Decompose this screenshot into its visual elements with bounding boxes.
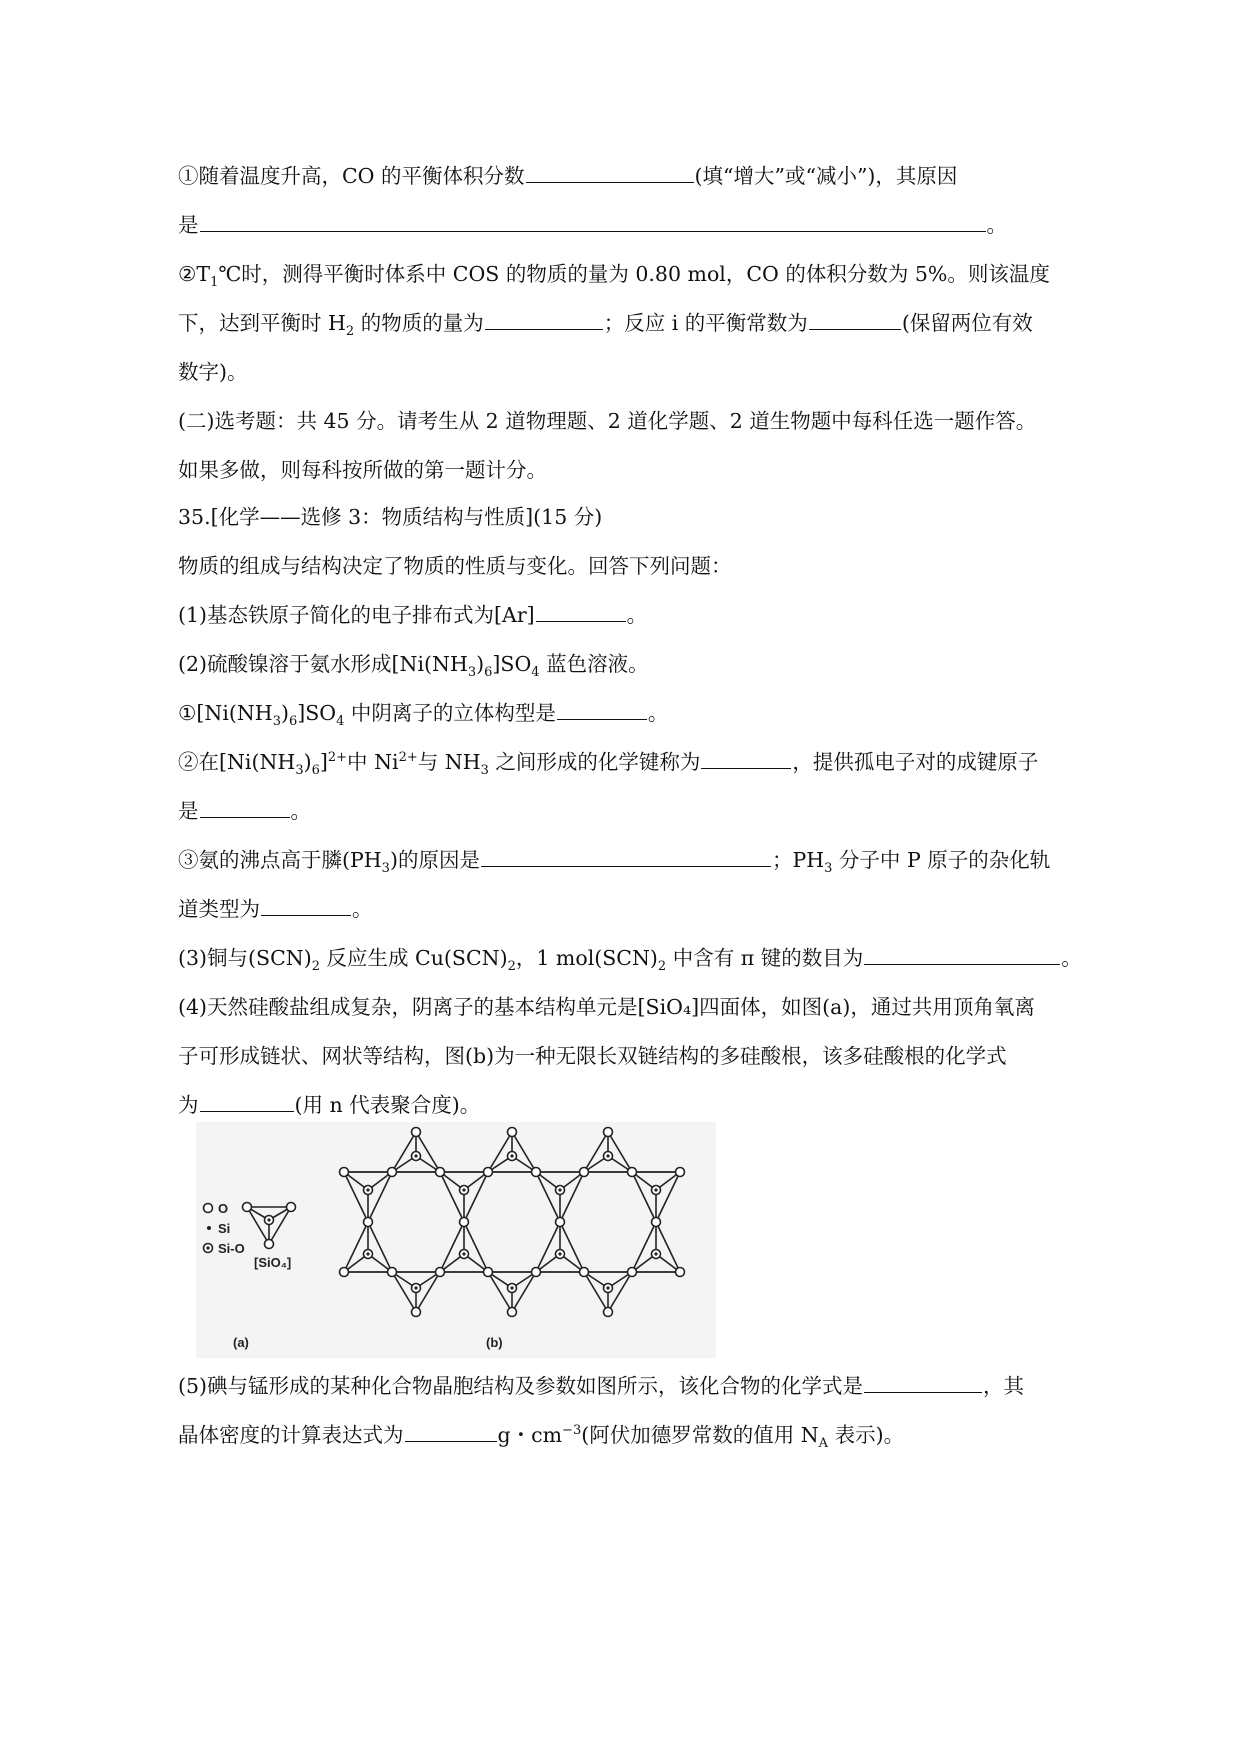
bond-line: [632, 1222, 656, 1272]
answer-blank[interactable]: [864, 944, 1060, 965]
bond-line: [416, 1132, 440, 1172]
oxygen-atom: [484, 1268, 493, 1277]
silicon-dot: [606, 1154, 609, 1157]
oxygen-atom: [340, 1168, 349, 1177]
question-line: (1)基态铁原子简化的电子排布式为[Ar] 。: [178, 603, 648, 627]
question-line: 数字)。: [178, 360, 248, 384]
question-line: (4)天然硅酸盐组成复杂，阴离子的基本结构单元是[SiO₄]四面体，如图(a)，通过共用顶角氧离: [178, 995, 1035, 1019]
question-line: ①随着温度升高，CO 的平衡体积分数 (填“增大”或“减小”)，其原因: [178, 164, 958, 188]
silicon-dot: [510, 1154, 513, 1157]
bond-line: [392, 1272, 416, 1312]
oxygen-atom: [364, 1218, 373, 1227]
answer-blank[interactable]: [536, 601, 626, 622]
question-line: 晶体密度的计算表达式为 g・$cm^{-3}$(阿伏加德罗常数的值用 $N_A$ 表示)。: [178, 1423, 905, 1452]
bond-line: [464, 1172, 488, 1222]
bond-line: [632, 1172, 656, 1222]
silicate-figure: [196, 1122, 716, 1358]
silicate-diagram: [196, 1122, 716, 1358]
bond-line: [488, 1272, 512, 1312]
answer-blank[interactable]: [557, 699, 647, 720]
question-line: (2)硫酸镍溶于氨水形成$[Ni(NH_3)_6]SO_4$ 蓝色溶液。: [178, 652, 649, 681]
bond-line: [440, 1222, 464, 1272]
sio4-unit-label: [SiO₄]: [254, 1255, 292, 1270]
bond-line: [536, 1172, 560, 1222]
question-line: (5)碘与锰形成的某种化合物晶胞结构及参数如图所示，该化合物的化学式是 ，其: [178, 1374, 1025, 1398]
bond-line: [512, 1132, 536, 1172]
oxygen-atom: [628, 1268, 637, 1277]
question-line: 是 。: [178, 799, 311, 823]
si-o-symbol-dot: [206, 1246, 209, 1249]
oxygen-atom: [628, 1168, 637, 1177]
oxygen-atom: [412, 1128, 421, 1137]
oxygen-atom: [580, 1168, 589, 1177]
oxygen-atom: [412, 1308, 421, 1317]
silicon-dot: [654, 1188, 657, 1191]
bond-line: [512, 1272, 536, 1312]
bond-line: [440, 1172, 464, 1222]
silicon-dot: [606, 1286, 609, 1289]
oxygen-atom: [508, 1128, 517, 1137]
silicon-dot: [462, 1188, 465, 1191]
silicon-dot: [558, 1252, 561, 1255]
answer-blank[interactable]: [701, 748, 791, 769]
question-line: 是 。: [178, 213, 1007, 237]
legend-label-si-o: Si-O: [218, 1241, 245, 1256]
oxygen-atom: [604, 1128, 613, 1137]
answer-blank[interactable]: [864, 1372, 982, 1393]
question-line: ③氨的沸点高于膦$(PH_3)$的原因是 ；$PH_3$ 分子中 P 原子的杂化轨: [178, 848, 1051, 877]
oxygen-symbol: [204, 1204, 213, 1213]
oxygen-atom: [436, 1268, 445, 1277]
oxygen-atom: [652, 1218, 661, 1227]
legend-label-o: O: [218, 1201, 229, 1216]
question-line: 子可形成链状、网状等结构，图(b)为一种无限长双链结构的多硅酸根，该多硅酸根的化学式: [178, 1044, 1007, 1068]
section-heading: (二)选考题：共 45 分。请考生从 2 道物理题、2 道化学题、2 道生物题中每科任选一题作答。: [178, 409, 1037, 433]
oxygen-atom: [532, 1268, 541, 1277]
oxygen-atom: [580, 1268, 589, 1277]
bond-line: [560, 1172, 584, 1222]
silicon-dot: [462, 1252, 465, 1255]
silicon-dot: [414, 1154, 417, 1157]
silicon-dot: [510, 1286, 513, 1289]
oxygen-atom: [388, 1168, 397, 1177]
oxygen-atom: [340, 1268, 349, 1277]
question-line: ②在$[Ni(NH_3)_6]^{2+}$中 $Ni^{2+}$与 $NH_3$ 之间形成的化学键称为 ，提供孤电子对的成键原子: [178, 750, 1039, 779]
answer-blank[interactable]: [261, 895, 351, 916]
section-note: 如果多做，则每科按所做的第一题计分。: [178, 458, 547, 482]
oxygen-atom: [532, 1168, 541, 1177]
question-intro: 物质的组成与结构决定了物质的性质与变化。回答下列问题：: [178, 554, 732, 578]
oxygen-atom: [460, 1218, 469, 1227]
bond-line: [368, 1172, 392, 1222]
double-chain-structure: [340, 1128, 685, 1317]
question-line: $②T_1℃$时，测得平衡时体系中 COS 的物质的量为 0.80 mol，CO 的体积分数为 5%。则该温度: [178, 262, 1050, 291]
silicon-dot: [414, 1286, 417, 1289]
answer-blank[interactable]: [200, 211, 986, 232]
bond-line: [656, 1222, 680, 1272]
answer-blank[interactable]: [200, 1091, 294, 1112]
bond-line: [584, 1272, 608, 1312]
oxygen-atom: [508, 1308, 517, 1317]
oxygen-atom: [556, 1218, 565, 1227]
oxygen-atom: [484, 1168, 493, 1177]
bond-line: [656, 1172, 680, 1222]
figure-legend: [204, 1201, 245, 1256]
oxygen-atom: [436, 1168, 445, 1177]
bond-line: [344, 1222, 368, 1272]
silicon-dot: [654, 1252, 657, 1255]
bond-line: [392, 1132, 416, 1172]
legend-label-si: Si: [218, 1221, 231, 1236]
answer-blank[interactable]: [809, 309, 901, 330]
bond-line: [368, 1222, 392, 1272]
bond-line: [344, 1172, 368, 1222]
question-line: 下，达到平衡时 $H_2$ 的物质的量为 ；反应 i 的平衡常数为 (保留两位有效: [178, 311, 1033, 340]
silicon-symbol: [207, 1226, 211, 1230]
answer-blank[interactable]: [481, 846, 771, 867]
oxygen-atom: [676, 1168, 685, 1177]
question-line: (3)铜与$(SCN)_2$ 反应生成 $Cu(SCN)_2$，1 $mol(SCN)_2$ 中含有 π 键的数目为 。: [178, 946, 1082, 975]
bond-line: [416, 1272, 440, 1312]
sio4-tetrahedron: [243, 1203, 296, 1249]
bond-line: [584, 1132, 608, 1172]
silicon-dot: [366, 1188, 369, 1191]
bond-line: [608, 1272, 632, 1312]
bond-line: [536, 1222, 560, 1272]
question-line: 为 (用 n 代表聚合度)。: [178, 1093, 481, 1117]
bond-line: [560, 1222, 584, 1272]
silicon-dot: [366, 1252, 369, 1255]
bond-line: [464, 1222, 488, 1272]
question-line: 道类型为 。: [178, 897, 373, 921]
oxygen-atom: [676, 1268, 685, 1277]
caption-a: (a): [233, 1335, 249, 1350]
answer-blank[interactable]: [200, 797, 290, 818]
answer-blank[interactable]: [526, 162, 694, 183]
oxygen-atom: [388, 1268, 397, 1277]
oxygen-atom: [604, 1308, 613, 1317]
question-title: 35.[化学——选修 3：物质结构与性质](15 分): [178, 505, 603, 529]
question-line: $①[Ni(NH_3)_6]SO_4$ 中阴离子的立体构型是 。: [178, 701, 669, 730]
answer-blank[interactable]: [405, 1421, 497, 1442]
bond-line: [608, 1132, 632, 1172]
silicon-dot: [558, 1188, 561, 1191]
bond-line: [488, 1132, 512, 1172]
answer-blank[interactable]: [485, 309, 603, 330]
caption-b: (b): [486, 1335, 503, 1350]
